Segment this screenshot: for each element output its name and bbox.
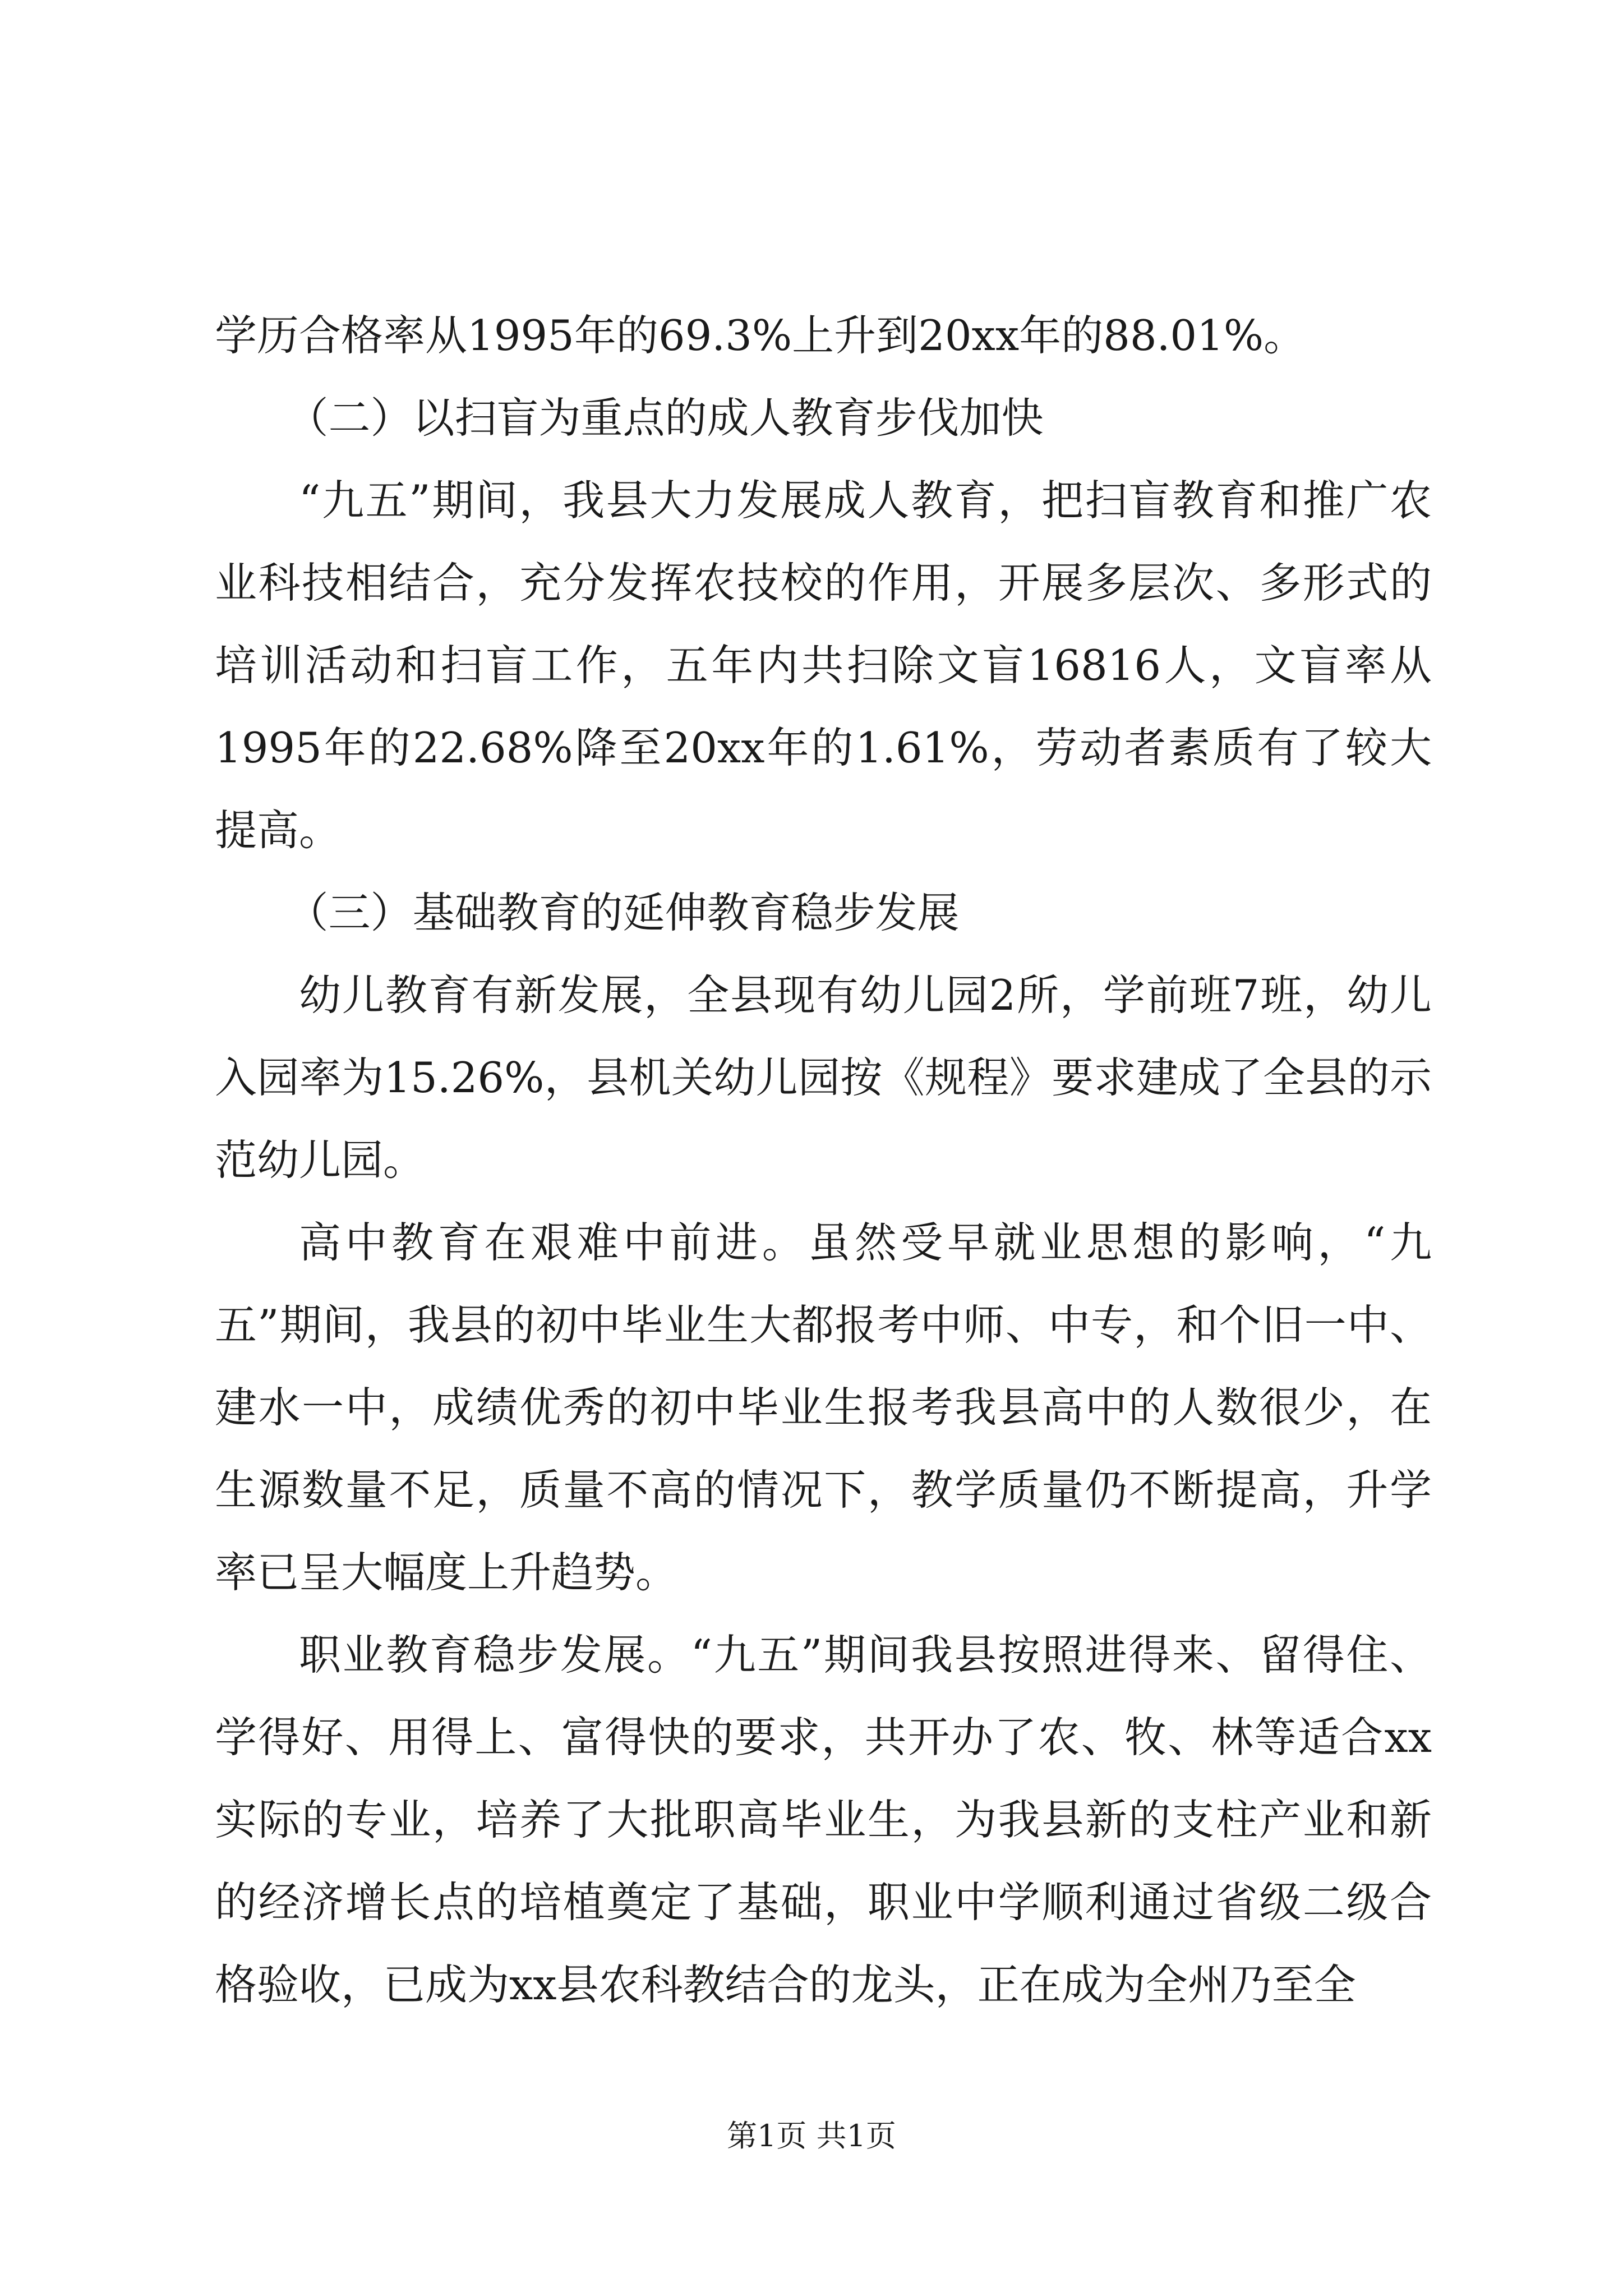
paragraph-preschool-education: 幼儿教育有新发展，全县现有幼儿园2所，学前班7班，幼儿入园率为15.26%，县机关幼儿园按《规程》要求建成了全县的示范幼儿园。 (215, 970, 1432, 1185)
section-heading-adult-education: （二）以扫盲为重点的成人教育步伐加快 (286, 393, 1044, 443)
section-heading-extended-education: （三）基础教育的延伸教育稳步发展 (286, 888, 960, 937)
paragraph-continuation: 学历合格率从1995年的69.3%上升到20xx年的88.01%。 (215, 311, 1306, 360)
paragraph-vocational-education: 职业教育稳步发展。“九五”期间我县按照进得来、留得住、学得好、用得上、富得快的要求，共开办了农、牧、林等适合xx实际的专业，培养了大批职高毕业生，为我县新的支柱产业和新的经济增长点的培植奠定了基础，职业中学顺利通过省级二级合格验收，已成为xx县农科教结合的龙头，正在成为全州乃至全 (215, 1630, 1432, 2009)
paragraph-high-school-education: 高中教育在艰难中前进。虽然受早就业思想的影响，“九五”期间，我县的初中毕业生大都报考中师、中专，和个旧一中、建水一中，成绩优秀的初中毕业生报考我县高中的人数很少，在生源数量不足，质量不高的情况下，教学质量仍不断提高，升学率已呈大幅度上升趋势。 (215, 1218, 1432, 1597)
page-footer (0, 2116, 1623, 2156)
paragraph-adult-education: “九五”期间，我县大力发展成人教育，把扫盲教育和推广农业科技相结合，充分发挥农技校的作用，开展多层次、多形式的培训活动和扫盲工作，五年内共扫除文盲16816人，文盲率从1995年的22.68%降至20xx年的1.61%，劳动者素质有了较大提高。 (215, 476, 1432, 855)
document-body (215, 295, 1432, 2026)
page-number-label: 第1页 共1页 (727, 2118, 896, 2154)
